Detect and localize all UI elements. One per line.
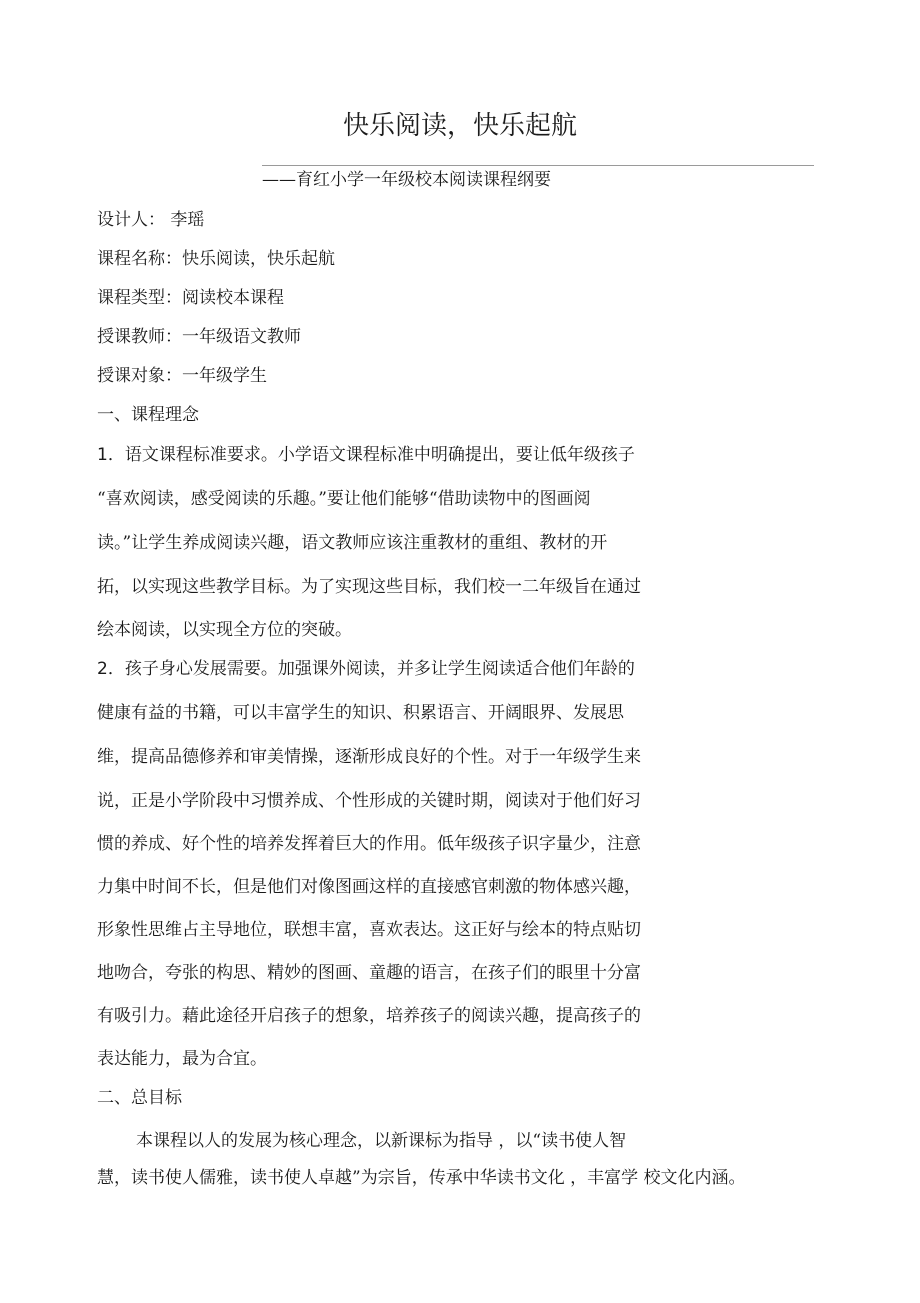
paragraph-line: 形象性思维占主导地位，联想丰富，喜欢表达。这正好与绘本的特点贴切	[97, 920, 641, 940]
paragraph-line: 力集中时间不长，但是他们对像图画这样的直接感官刺激的物体感兴趣，	[97, 877, 641, 897]
meta-teacher: 授课教师：一年级语文教师	[97, 327, 301, 347]
item1-number: 1．	[97, 445, 125, 465]
paragraph-line: 读。”让学生养成阅读兴趣，语文教师应该注重教材的重组、教材的开	[97, 533, 608, 553]
section1-heading: 一、课程理念	[97, 405, 199, 425]
meta-audience: 授课对象：一年级学生	[97, 366, 267, 386]
paragraph-line: 本课程以人的发展为核心理念，以新课标为指导 ，以“读书使人智	[136, 1131, 627, 1151]
title-divider	[262, 165, 814, 166]
item2-line-text: 孩子身心发展需要。加强课外阅读，并多让学生阅读适合他们年龄的	[124, 659, 635, 679]
paragraph-line: 表达能力，最为合宜。	[97, 1049, 267, 1069]
meta-course-name: 课程名称：快乐阅读，快乐起航	[97, 249, 335, 269]
document-title: 快乐阅读，快乐起航	[342, 111, 577, 141]
meta-course-type: 课程类型：阅读校本课程	[97, 288, 284, 308]
paragraph-line: 有吸引力。藉此途径开启孩子的想象，培养孩子的阅读兴趣，提高孩子的	[97, 1006, 641, 1026]
paragraph-line: 地吻合，夸张的构思、精妙的图画、童趣的语言，在孩子们的眼里十分富	[97, 963, 641, 983]
paragraph-line	[97, 657, 635, 681]
paragraph-line: 维，提高品德修养和审美情操，逐渐形成良好的个性。对于一年级学生来	[97, 747, 641, 767]
paragraph-line: 绘本阅读，以实现全方位的突破。	[97, 620, 352, 640]
paragraph-line: 说，正是小学阶段中习惯养成、个性形成的关键时期，阅读对于他们好习	[97, 791, 641, 811]
paragraph-line: 惯的养成、好个性的培养发挥着巨大的作用。低年级孩子识字量少，注意	[97, 834, 641, 854]
paragraph-line	[97, 443, 635, 467]
paragraph-line: 拓，以实现这些教学目标。为了实现这些目标，我们校一二年级旨在通过	[97, 577, 641, 597]
meta-designer: 设计人： 李瑶	[97, 210, 205, 230]
paragraph-line: 健康有益的书籍，可以丰富学生的知识、积累语言、开阔眼界、发展思	[97, 703, 624, 723]
document-subtitle: ——育红小学一年级校本阅读课程纲要	[262, 170, 551, 190]
paragraph-line: “喜欢阅读，感受阅读的乐趣。”要让他们能够“借助读物中的图画阅	[97, 489, 591, 509]
item1-line-text: 语文课程标准要求。小学语文课程标准中明确提出，要让低年级孩子	[124, 445, 635, 465]
item2-number: 2．	[97, 659, 125, 679]
section2-heading: 二、总目标	[97, 1088, 182, 1108]
paragraph-line: 慧，读书使人儒雅，读书使人卓越”为宗旨，传承中华读书文化 ，丰富学 校文化内涵。	[97, 1168, 746, 1188]
